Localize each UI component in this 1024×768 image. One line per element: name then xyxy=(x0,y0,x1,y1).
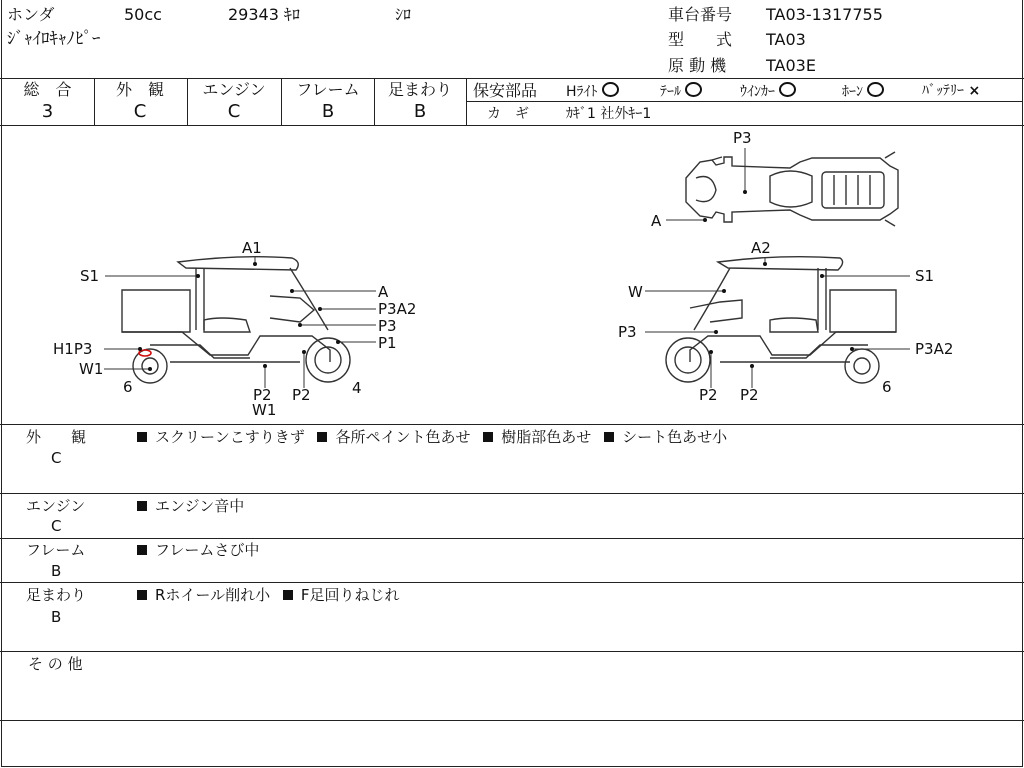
diagram-label: P3 xyxy=(378,317,397,335)
note-exterior-items: スクリーンこすりきず 各所ペイント色あせ 樹脂部色あせ シート色あせ小 xyxy=(137,428,735,446)
safety-item-horn: ﾎｰﾝ xyxy=(842,82,884,101)
note-suspension-items: Rホイール削れ小 F足回りねじれ xyxy=(137,586,408,604)
safety-item-headlight: Hﾗｲﾄ xyxy=(566,82,619,101)
bullet-square-icon xyxy=(283,590,293,600)
diagram-label: P2 xyxy=(740,386,759,404)
body-color: ｼﾛ xyxy=(395,5,412,24)
model-type-label: 型 式 xyxy=(668,30,733,49)
diagram-label: A xyxy=(651,212,662,230)
diagram-label: W1 xyxy=(79,360,104,378)
note-frame-grade: B xyxy=(51,562,62,580)
divider xyxy=(0,538,1024,539)
ok-circle-icon xyxy=(602,82,619,97)
ok-circle-icon xyxy=(685,82,702,97)
divider xyxy=(0,651,1024,652)
model-type-value: TA03 xyxy=(766,30,806,49)
grade-suspension-value: B xyxy=(413,101,427,122)
grade-exterior-label: 外 観 xyxy=(115,80,164,99)
ok-circle-icon xyxy=(779,82,796,97)
engine-model-value: TA03E xyxy=(766,56,816,75)
divider xyxy=(0,78,1024,79)
diagram-label: 6 xyxy=(123,378,133,396)
ng-cross-icon: × xyxy=(968,83,981,99)
divider xyxy=(0,424,1024,425)
bullet-square-icon xyxy=(137,545,147,555)
model-name: ｼﾞｬｲﾛｷｬﾉﾋﾟｰ xyxy=(7,29,101,49)
divider xyxy=(466,78,467,125)
safety-item-battery: ﾊﾞｯﾃﾘｰ × xyxy=(922,83,981,99)
note-exterior-category: 外 観 xyxy=(26,428,87,446)
diagram-label: P3 xyxy=(733,129,752,147)
grade-engine-value: C xyxy=(227,101,241,122)
diagram-label: 6 xyxy=(882,378,892,396)
scooter-damage-diagram xyxy=(0,126,1024,424)
safety-item-tail: ﾃｰﾙ xyxy=(660,82,702,101)
key-label: カ ギ xyxy=(487,106,529,122)
divider xyxy=(0,493,1024,494)
divider xyxy=(0,582,1024,583)
note-suspension-category: 足まわり xyxy=(26,586,87,604)
note-engine-items: エンジン音中 xyxy=(137,497,252,515)
diagram-label: A xyxy=(378,283,389,301)
top-view-scooter xyxy=(686,152,898,226)
grade-frame-label: フレーム xyxy=(296,80,360,99)
divider xyxy=(467,101,1022,102)
diagram-label: H1P3 xyxy=(53,340,93,358)
grade-overall-value: 3 xyxy=(41,101,54,122)
diagram-label: P2 xyxy=(253,386,272,404)
divider xyxy=(281,78,282,125)
damage-mark xyxy=(139,350,151,356)
diagram-label: P1 xyxy=(378,334,397,352)
diagram-label: W1 xyxy=(252,401,277,419)
grade-overall-label: 総 合 xyxy=(23,80,72,99)
bullet-square-icon xyxy=(137,590,147,600)
engine-model-label: 原 動 機 xyxy=(668,56,727,75)
divider xyxy=(374,78,375,125)
note-frame-items: フレームさび中 xyxy=(137,541,267,559)
displacement: 50cc xyxy=(124,5,162,24)
safety-item-winker: ｳｲﾝｶｰ xyxy=(740,82,796,101)
diagram-label: P2 xyxy=(292,386,311,404)
bullet-square-icon xyxy=(483,432,493,442)
diagram-label: P3 xyxy=(618,323,637,341)
diagram-label: S1 xyxy=(80,267,100,285)
note-suspension-grade: B xyxy=(51,608,62,626)
grade-suspension-label: 足まわり xyxy=(387,80,452,99)
diagram-label: 4 xyxy=(352,379,362,397)
grade-engine-label: エンジン xyxy=(202,80,266,99)
note-frame-category: フレーム xyxy=(26,541,86,559)
ok-circle-icon xyxy=(867,82,884,97)
divider xyxy=(187,78,188,125)
frame-number-label: 車台番号 xyxy=(668,5,733,24)
diagram-label: A1 xyxy=(242,239,262,257)
diagram-label: P3A2 xyxy=(915,340,954,358)
note-engine-category: エンジン xyxy=(26,497,86,515)
bullet-square-icon xyxy=(604,432,614,442)
key-value: ｶｷﾞ1 社外ｷｰ1 xyxy=(566,106,652,122)
bullet-square-icon xyxy=(137,501,147,511)
grade-frame-value: B xyxy=(321,101,335,122)
frame-number-value: TA03-1317755 xyxy=(766,5,883,24)
note-other-category: そ の 他 xyxy=(28,655,83,673)
safety-parts-label: 保安部品 xyxy=(473,81,538,100)
bullet-square-icon xyxy=(137,432,147,442)
diagram-label: P2 xyxy=(699,386,718,404)
maker: ホンダ xyxy=(7,5,55,24)
mileage: 29343 ｷﾛ xyxy=(228,5,300,24)
diagram-label: A2 xyxy=(751,239,771,257)
divider xyxy=(94,78,95,125)
bullet-square-icon xyxy=(317,432,327,442)
grade-exterior-value: C xyxy=(133,101,147,122)
divider xyxy=(0,720,1024,721)
note-exterior-grade: C xyxy=(51,449,62,467)
diagram-label: P3A2 xyxy=(378,300,417,318)
diagram-label: S1 xyxy=(915,267,935,285)
note-engine-grade: C xyxy=(51,517,62,535)
diagram-label: W xyxy=(628,283,643,301)
